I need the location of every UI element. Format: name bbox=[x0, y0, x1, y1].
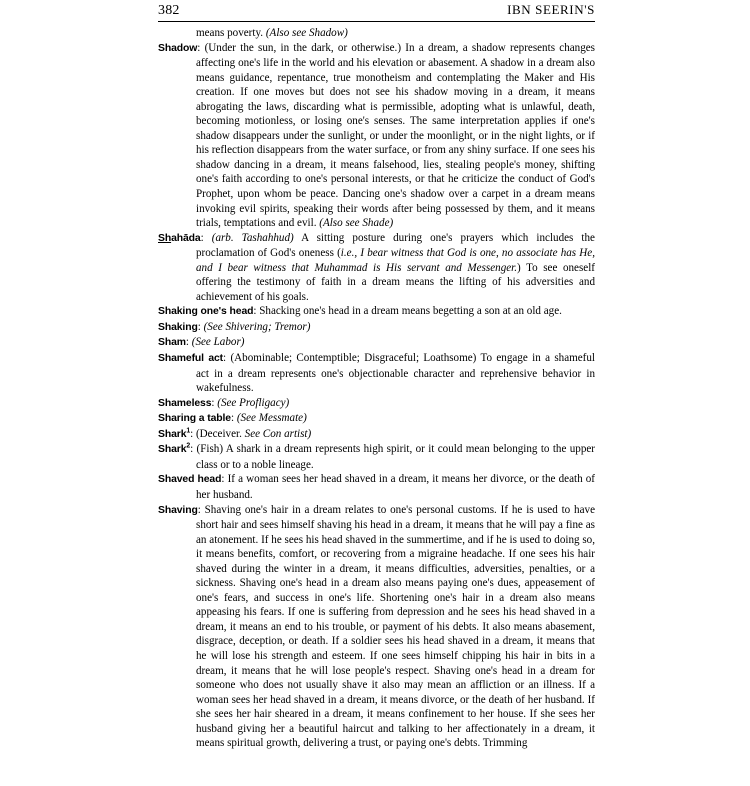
cross-reference: See Con artist) bbox=[244, 427, 312, 440]
entry-sham bbox=[158, 335, 595, 351]
entry-shadow bbox=[158, 41, 595, 231]
entry-shark-1 bbox=[158, 427, 595, 443]
cross-reference: (See Labor) bbox=[191, 336, 245, 349]
running-head bbox=[158, 2, 595, 19]
entry-body: (Abominable; Contemptible; Disgraceful; Loathsome) To engage in a shameful act in a dream represents one's objectionable character and reprehensive behavior in wakefulness. bbox=[196, 352, 595, 395]
headword-separator: : bbox=[190, 443, 197, 456]
headword: Shaking one's head bbox=[158, 306, 254, 318]
entry-body: (Fish) A shark in a dream represents high spirit, or it could mean belonging to the upper class or to a noble lineage. bbox=[196, 443, 595, 471]
headword-separator: : bbox=[200, 231, 212, 244]
continued-paragraph bbox=[158, 26, 595, 41]
headword-separator: : bbox=[197, 320, 204, 333]
entry-body: If a woman sees her head shaved in a dream, it means her divorce, or the death of her husband. bbox=[196, 473, 596, 501]
headword: Shaving bbox=[158, 504, 198, 516]
entry-body-part-2: ) To see oneself offering the testimony of faith in a dream means the lifting of his adversities and achievement of his goals. bbox=[196, 261, 595, 303]
entry-shaking bbox=[158, 320, 595, 336]
text-column bbox=[158, 26, 595, 751]
header-rule bbox=[158, 21, 595, 22]
entry-body-part-1: A sitting posture during one's prayers which includes the proclamation of God's oneness ( bbox=[196, 231, 595, 260]
headword-separator: : bbox=[211, 396, 218, 409]
headword bbox=[158, 233, 201, 244]
headword-separator: : bbox=[197, 41, 205, 54]
headword: Sharing a table bbox=[158, 413, 231, 425]
entry-shaking-ones-head bbox=[158, 304, 595, 320]
page-number: 382 bbox=[158, 3, 180, 18]
entry-shaved-head bbox=[158, 472, 595, 502]
entry-body: (Deceiver. bbox=[195, 427, 245, 440]
headword-separator: : bbox=[221, 473, 228, 486]
headword bbox=[158, 429, 190, 440]
etymology-open: (arb. Ta bbox=[211, 231, 253, 244]
entry-body: Shacking one's head in a dream means begetting a son at an old age. bbox=[259, 305, 562, 318]
homograph-superscript: 1 bbox=[186, 427, 191, 435]
entry-shark-2 bbox=[158, 442, 595, 472]
headword: Shameful act bbox=[158, 353, 224, 365]
etymology-underlined-digraph: sh bbox=[252, 231, 263, 244]
cross-reference: (See Profligacy) bbox=[217, 396, 290, 409]
entry-body: (Under the sun, in the dark, or otherwise.) In a dream, a shadow represents changes affecting one's life in the world and his elevation or abasement. A shadow in a dream also means guidance, repentance, true monotheism and contemplating the Maker and His creation. If one moves but does not see his shadow moving in a dream, it means abrogating the laws, discarding what is permissible, adopting what is unlawful, death, becoming motionless, or losing one's senses. The same interpretation applies if one's shadow disappears under the sunlight, or under the moonlight, or in the night lights, or if his reflection disappears from the water surface, or from any shiny surface. If one sees his shadow dancing in a dream, it means falsehood, lies, stealing people's money, shifting one's faith according to one's personal interests, or that he criticize the conduct of God's Prophet, upon whom be peace. Dancing one's shadow over a carpet in a dream means invoking evil spirits, speaking their words after being possessed by them, and it means trials, temptations and evil. bbox=[196, 41, 595, 230]
etymology bbox=[212, 232, 294, 244]
quoted-testimony: I bear witness that God is one, no associate has He, and I bear witness that Muhammad is His servant and Messenger. bbox=[196, 247, 596, 274]
entry-sharing-a-table bbox=[158, 411, 595, 427]
entry-shahada bbox=[158, 231, 595, 305]
entry-body: Shaving one's hair in a dream relates to one's personal customs. If he is used to have short hair and sees himself shaving his head in a dream, it means that he will pay a fine as an atonement. If he sees his head shaved in the summertime, and if he is used to doing so, it means benefits, comfort, or recovering from a migraine headache. If one sees his hair shaved during the winter in a dream, it means difficulties, adversities, penalties, or a sickness. Shaving one's head in a dream also means paying one's dues, appeasement of one's fears, and success in one's life. Shortening one's hair in a dream also means appeasing his fears. If one is suffering from depression and he sees his head shaved in a dream, it means an end to his trouble, or payment of his debts. It also means abasement, disgrace, deception, or death. If a soldier sees his head shaved in a dream, it means that he will lose his strength and esteem. If one sees himself chipping his hair in bits in a dream, it means that he will lose people's respect. Shaving one's head in a dream for someone who does not usually shave it also may mean an affliction or an illness. If a woman sees her head shaved in a dream, it means divorce, or the death of her husband. If she sees her hair sheared in a dream, it means confinement to her house. If she sees her husband giving her a beautiful haircut and talking to her affectionately in a dream, it means spiritual growth, delivering a trust, or paying one's debts. Trimming bbox=[196, 503, 595, 750]
etymology-close: ahhud) bbox=[262, 231, 294, 244]
headword bbox=[158, 444, 190, 455]
headword-separator: : bbox=[231, 412, 237, 425]
headword: Shaved head bbox=[158, 474, 222, 486]
homograph-superscript: 2 bbox=[186, 442, 191, 450]
entry-shameful-act bbox=[158, 351, 595, 396]
headword-text: Shark bbox=[158, 428, 187, 440]
continued-text: means poverty. bbox=[196, 27, 266, 39]
headword: Shadow bbox=[158, 42, 198, 54]
cross-reference: (Also see Shade) bbox=[319, 217, 394, 230]
cross-reference: (See Messmate) bbox=[236, 412, 307, 425]
headword-remainder: ahāda bbox=[171, 232, 201, 244]
headword: Sham bbox=[158, 337, 186, 349]
book-running-title: IBN SEERIN'S bbox=[507, 2, 595, 17]
entry-shameless bbox=[158, 396, 595, 412]
headword-separator: : bbox=[223, 352, 231, 365]
headword-text: Shark bbox=[158, 444, 187, 456]
headword-underlined-digraph: Sh bbox=[158, 232, 172, 244]
headword-separator: : bbox=[185, 336, 192, 349]
headword-separator: : bbox=[253, 305, 260, 318]
cross-reference: (Also see Shadow) bbox=[265, 27, 348, 39]
headword: Shaking bbox=[158, 321, 198, 333]
cross-reference: (See Shivering; Tremor) bbox=[203, 320, 311, 333]
headword-separator: : bbox=[197, 503, 205, 516]
headword-separator: : bbox=[190, 427, 196, 440]
entry-shaving bbox=[158, 503, 595, 751]
headword: Shameless bbox=[158, 397, 212, 409]
ie-abbreviation: i.e., bbox=[340, 247, 358, 260]
